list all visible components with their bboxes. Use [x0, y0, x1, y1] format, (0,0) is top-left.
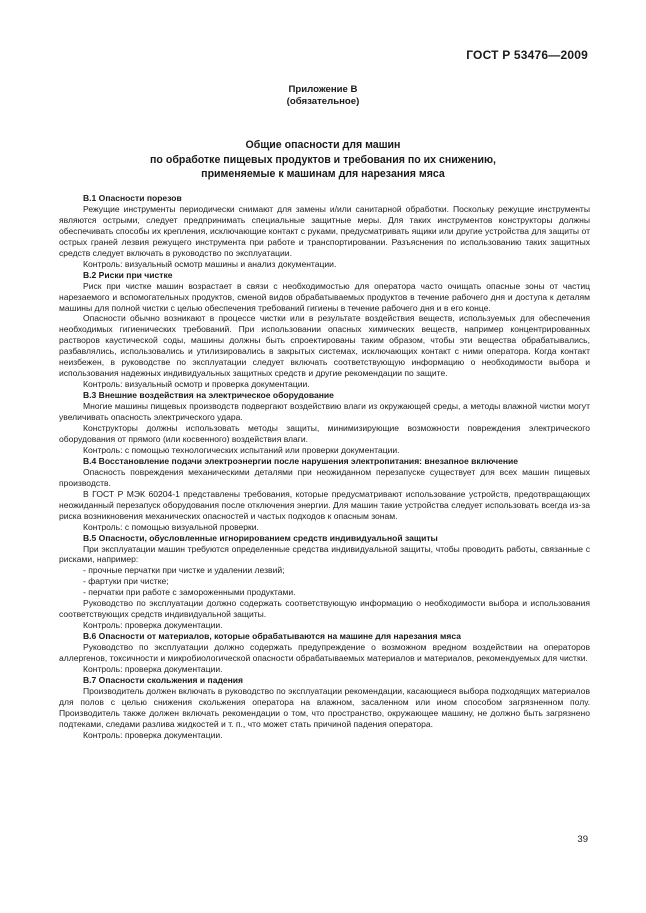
paragraph: Контроль: с помощью визуальной проверки.: [83, 521, 259, 532]
title-line: применяемые к машинам для нарезания мяса: [201, 168, 445, 180]
standard-header: ГОСТ Р 53476—2009: [466, 48, 588, 62]
document-body: [59, 193, 590, 741]
section-heading: В.6 Опасности от материалов, которые обрабатываются на машине для нарезания мяса: [83, 631, 461, 642]
list-item: - фартуки при чистке;: [83, 576, 169, 587]
list-item: - перчатки при работе с замороженными продуктами.: [83, 587, 296, 598]
annex-status: (обязательное): [286, 96, 360, 107]
paragraph: В ГОСТ Р МЭК 60204-1 представлены требования, которые предусматривают использование устройств, предотвращающих неожиданный перезапуск оборудования после отключения энергии. Для машин такие устройства следует использовать всегда из-за риска возникновения механических опасностей и частых подходов к опасным зонам.: [59, 488, 590, 521]
paragraph: Производитель должен включать в руководство по эксплуатации рекомендации, касающиеся выбора подходящих материалов для полов с целью снижения скольжения оператора на влажном, засаленном или ином способом загрязненном полу. Производитель также должен включать рекомендации о том, что пространство, окружающее машину, не должно быть загрязнено подтеками, следами разлива жидкостей и т. п., что может стать причиной падения оператора.: [59, 685, 590, 729]
paragraph: Опасность повреждения механическими деталями при неожиданном перезапуске существует для всех машин пищевых производств.: [59, 466, 590, 488]
paragraph: Руководство по эксплуатации должно содержать соответствующую информацию о необходимости выбора и использования соответствующих средств индивидуальной защиты.: [59, 598, 590, 620]
paragraph: Контроль: проверка документации.: [83, 663, 223, 674]
title-line: Общие опасности для машин: [245, 139, 401, 151]
paragraph: Опасности обычно возникают в процессе чистки или в результате воздействия веществ, используемых для обеспечения необходимых гигиенических требований. При использовании опасных химических веществ, например концентрированных растворов каустической соды, машины должны быть спроектированы таким образом, чтобы эти вещества обрабатывались, разбавлялись, использовались и утилизировались в закрытых системах, исключающих контакт с ними оператора. Когда контакт неизбежен, в руководстве по эксплуатации следует включать соответствующую информацию о необходимости выбора и использования надежных индивидуальных защитных средств и другие рекомендации по защите.: [59, 313, 590, 379]
annex-title: Приложение В: [288, 84, 358, 95]
section-heading: В.5 Опасности, обусловленные игнорированием средств индивидуальной защиты: [83, 532, 438, 543]
paragraph: Контроль: визуальный осмотр машины и анализ документации.: [83, 258, 337, 269]
paragraph: Контроль: визуальный осмотр и проверка документации.: [83, 379, 310, 390]
paragraph: Многие машины пищевых производств подвергают воздействию влаги из окружающей среды, а методы влажной чистки могут увеличивать опасность электрического удара.: [59, 401, 590, 423]
paragraph: Риск при чистке машин возрастает в связи с необходимостью для оператора часто очищать опасные зоны от частиц нарезаемого и вспомогательных продуктов, сменой видов обрабатываемых продуктов в течение рабочего дня и доступа к деталям машины для полной чистки с целью обеспечения требований гигиены в течение рабочего дня и в его конце.: [59, 280, 590, 313]
section-heading: В.1 Опасности порезов: [83, 193, 182, 203]
paragraph: Руководство по эксплуатации должно содержать предупреждение о возможном вредном воздействии на операторов аллергенов, токсичности и микробиологической опасности обрабатываемых материалов и материалов, рекомендуемых для чистки.: [59, 642, 590, 664]
page-number: 39: [577, 834, 588, 845]
paragraph: Контроль: проверка документации.: [83, 729, 223, 740]
paragraph: Режущие инструменты периодически снимают для замены и/или санитарной обработки. Поскольку режущие инструменты являются острыми, следует предпринимать специальные защитные меры. Для таких инструментов конструкторы должны обеспечивать способы их крепления, исключающие контакт с руками, предусматривать ящики или другие устройства для защиты от острых граней лезвия режущего инструмента при работе и транспортировании. Разъяснения по использованию таких защитных средств следует включать в руководство по эксплуатации.: [59, 203, 590, 258]
section-heading: В.3 Внешние воздействия на электрическое оборудование: [83, 390, 334, 401]
list-item: - прочные перчатки при чистке и удалении лезвий;: [83, 565, 285, 576]
section-heading: В.4 Восстановление подачи электроэнергии после нарушения электропитания: внезапное включение: [83, 455, 519, 466]
paragraph: Конструкторы должны использовать методы защиты, минимизирующие возможности повреждения электрического оборудования от прямого (или косвенного) воздействия влаги.: [59, 423, 590, 444]
section-heading: В.7 Опасности скольжения и падения: [83, 674, 244, 685]
section-heading: В.2 Риски при чистке: [83, 269, 173, 280]
document-title: [0, 138, 646, 182]
annex-heading: [0, 84, 646, 108]
paragraph: Контроль: проверка документации.: [83, 620, 223, 631]
paragraph: При эксплуатации машин требуются определенные средства индивидуальной защиты, чтобы проводить работы, связанные с рисками, например:: [59, 543, 590, 565]
title-line: по обработке пищевых продуктов и требования по их снижению,: [150, 153, 496, 166]
paragraph: Контроль: с помощью технологических испытаний или проверки документации.: [83, 444, 400, 455]
